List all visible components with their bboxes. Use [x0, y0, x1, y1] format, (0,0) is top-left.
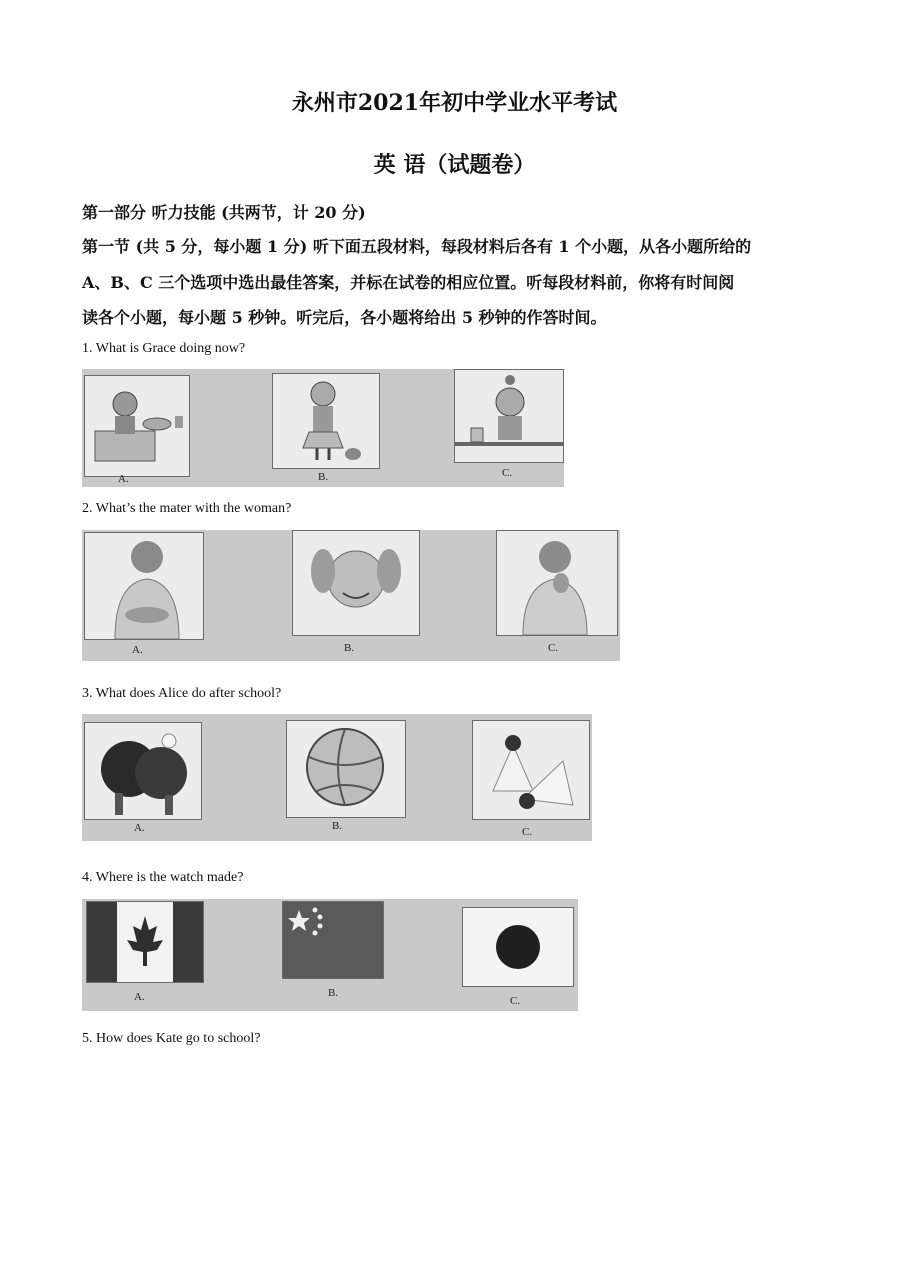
option-a-label: A. — [134, 822, 145, 834]
canada-flag-icon — [87, 902, 203, 982]
part-heading: 第一部分 听力技能 (共两节，计 20 分) — [82, 203, 366, 222]
option-a-label: A. — [132, 644, 143, 656]
option-a-picture[interactable] — [84, 375, 190, 477]
option-b-picture[interactable] — [282, 901, 384, 979]
page-subtitle: 英 语（试题卷） — [373, 152, 536, 178]
question-4-pictures — [82, 899, 578, 1011]
instruction-line-1: 第一节 (共 5 分，每小题 1 分) 听下面五段材料，每段材料后各有 1 个小题，从各小题所给的 — [82, 237, 752, 256]
option-b-label: B. — [318, 471, 329, 483]
option-c-picture[interactable] — [496, 530, 618, 636]
shuttlecock-icon — [473, 721, 589, 819]
option-a-label: A. — [118, 473, 129, 485]
question-1-pictures — [82, 369, 564, 487]
option-c-picture[interactable] — [472, 720, 590, 820]
option-b-label: B. — [328, 987, 339, 999]
question-3-pictures — [82, 714, 592, 841]
ping-pong-paddle-icon — [85, 723, 201, 819]
option-c-label: C. — [548, 642, 559, 654]
option-c-picture[interactable] — [462, 907, 574, 987]
option-b-picture[interactable] — [272, 373, 380, 469]
page-title: 永州市2021年初中学业水平考试 — [291, 90, 618, 116]
japan-flag-icon — [463, 908, 573, 986]
option-b-label: B. — [332, 820, 343, 832]
volleyball-icon — [287, 721, 405, 817]
question-1: 1. What is Grace doing now? — [82, 341, 246, 356]
option-a-picture[interactable] — [84, 722, 202, 820]
option-b-picture[interactable] — [286, 720, 406, 818]
option-b-label: B. — [344, 642, 355, 654]
option-c-picture[interactable] — [454, 369, 564, 463]
question-2-pictures — [82, 530, 620, 661]
stomachache-icon — [85, 533, 203, 639]
girl-washing-icon — [455, 370, 563, 462]
question-2: 2. What’s the mater with the woman? — [82, 501, 292, 516]
option-c-label: C. — [522, 826, 533, 838]
option-c-label: C. — [502, 467, 513, 479]
question-5: 5. How does Kate go to school? — [82, 1031, 261, 1046]
headache-icon — [293, 531, 419, 635]
instruction-line-3: 读各个小题，每小题 5 秒钟。听完后，各小题将给出 5 秒钟的作答时间。 — [82, 308, 607, 327]
sore-throat-icon — [497, 531, 617, 635]
option-a-picture[interactable] — [86, 901, 204, 983]
girl-cooking-icon — [85, 376, 189, 476]
option-b-picture[interactable] — [292, 530, 420, 636]
option-a-label: A. — [134, 991, 145, 1003]
question-3: 3. What does Alice do after school? — [82, 686, 282, 701]
instruction-line-2: A、B、C 三个选项中选出最佳答案，并标在试卷的相应位置。听每段材料前，你将有时间阅 — [82, 273, 735, 292]
option-a-picture[interactable] — [84, 532, 204, 640]
girl-sweeping-icon — [273, 374, 379, 468]
option-c-label: C. — [510, 995, 521, 1007]
china-flag-icon — [283, 902, 383, 978]
question-4: 4. Where is the watch made? — [82, 870, 244, 885]
